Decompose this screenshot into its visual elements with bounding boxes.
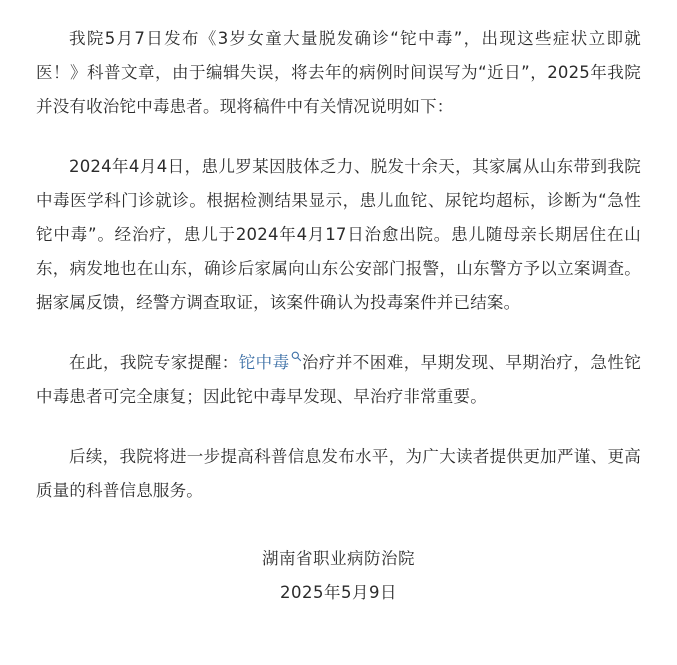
paragraph-1: 我院5月7日发布《3岁女童大量脱发确诊“铊中毒”，出现这些症状立即就医！》科普文章，由于编辑失误，将去年的病例时间误写为“近日”，2025年我院并没有收治铊中毒患者。现将稿件中有关情况说明如下： [36, 29, 641, 116]
paragraph-3 [36, 346, 641, 414]
link-label: 铊中毒 [238, 353, 290, 372]
magnifier-icon[interactable] [291, 351, 302, 362]
signature-date: 2025年5月9日 [280, 583, 397, 602]
paragraph-4: 后续，我院将进一步提高科普信息发布水平，为广大读者提供更加严谨、更高质量的科普信息服务。 [36, 447, 641, 500]
paragraph-3-text-before: 在此，我院专家提醒： [69, 353, 239, 372]
paragraph-2: 2024年4月4日，患儿罗某因肢体乏力、脱发十余天，其家属从山东带到我院中毒医学科门诊就诊。根据检测结果显示，患儿血铊、尿铊均超标，诊断为“急性铊中毒”。经治疗，患儿于2024年4月17日治愈出院。患儿随母亲长期居住在山东，病发地也在山东，确诊后家属向山东公安部门报警，山东警方予以立案调查。据家属反馈，经警方调查取证，该案件确认为投毒案件并已结案。 [36, 157, 641, 312]
signature-block [36, 542, 641, 610]
paragraph-3-text-after: 治疗并不困难，早期发现、早期治疗，急性铊中毒患者可完全康复；因此铊中毒早发现、早治疗非常重要。 [36, 353, 642, 406]
signature-organization: 湖南省职业病防治院 [262, 549, 415, 568]
thallium-poisoning-link[interactable] [239, 353, 302, 372]
